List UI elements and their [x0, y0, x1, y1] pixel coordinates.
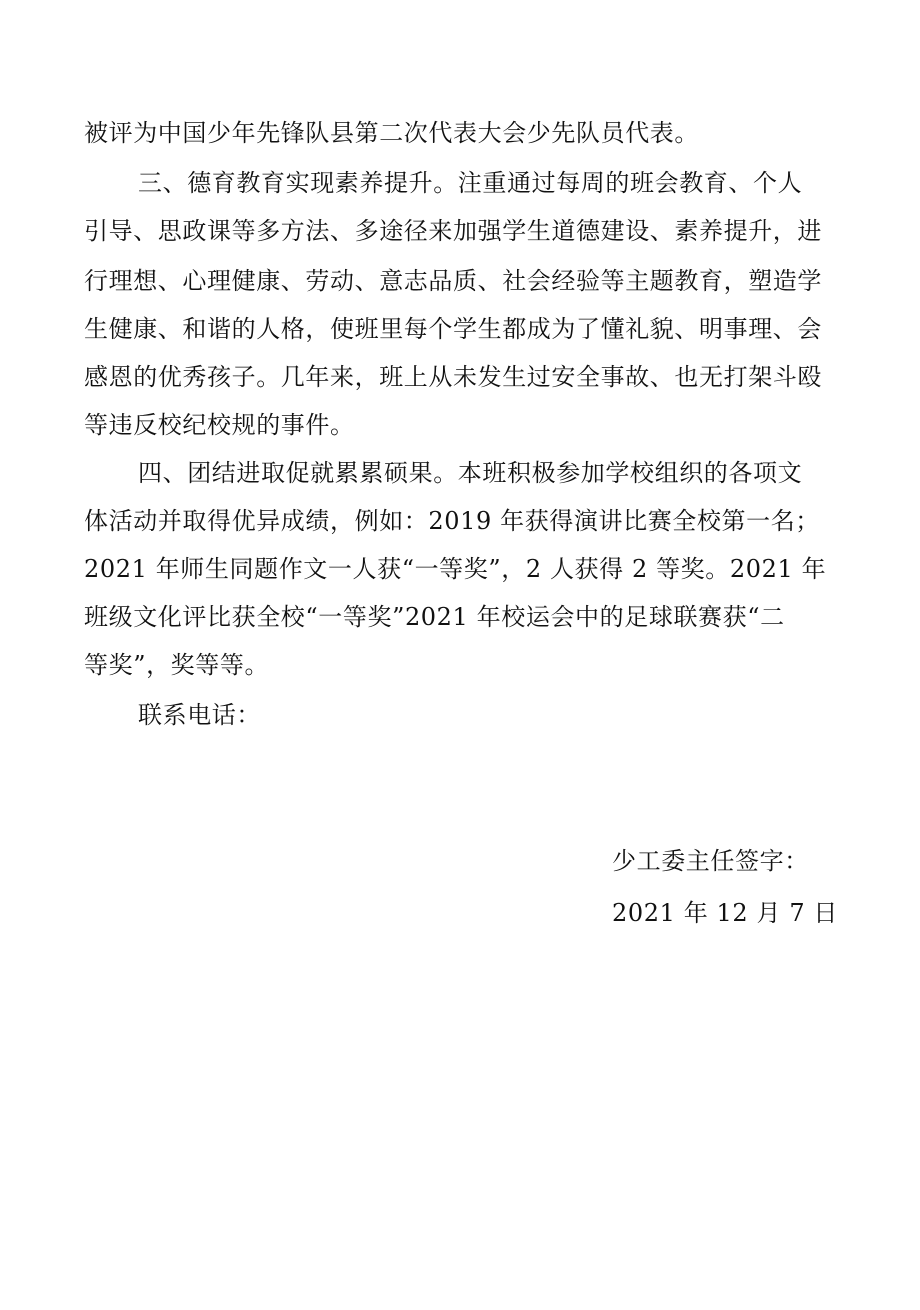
section-3-line: 生健康、和谐的人格，使班里每个学生都成为了懂礼貌、明事理、会	[84, 315, 822, 343]
section-4-line: 等奖”，奖等等。	[84, 651, 270, 679]
section-3-line: 等违反校纪校规的事件。	[84, 411, 355, 439]
section-4-line: 班级文化评比获全校“一等奖”2021 年校运会中的足球联赛获“二	[84, 603, 785, 631]
signature-title: 少工委主任签字：	[612, 847, 809, 875]
contact-phone-label: 联系电话：	[138, 701, 261, 729]
section-4-line: 2021 年师生同题作文一人获“一等奖”，2 人获得 2 等奖。2021 年	[84, 555, 827, 583]
signature-date: 2021 年 12 月 7 日	[612, 899, 839, 927]
section-3-line: 行理想、心理健康、劳动、意志品质、社会经验等主题教育，塑造学	[84, 267, 822, 295]
section-3-line: 感恩的优秀孩子。几年来，班上从未发生过安全事故、也无打架斗殴	[84, 363, 822, 391]
section-4-line: 体活动并取得优异成绩，例如：2019 年获得演讲比赛全校第一名；	[84, 507, 820, 535]
section-3-line: 引导、思政课等多方法、多途径来加强学生道德建设、素养提升，进	[84, 217, 822, 245]
section-4-heading-line: 四、团结进取促就累累硕果。本班积极参加学校组织的各项文	[138, 459, 803, 487]
section-3-heading-line: 三、德育教育实现素养提升。注重通过每周的班会教育、个人	[138, 169, 803, 197]
paragraph-2-end-line: 被评为中国少年先锋队县第二次代表大会少先队员代表。	[84, 119, 699, 147]
